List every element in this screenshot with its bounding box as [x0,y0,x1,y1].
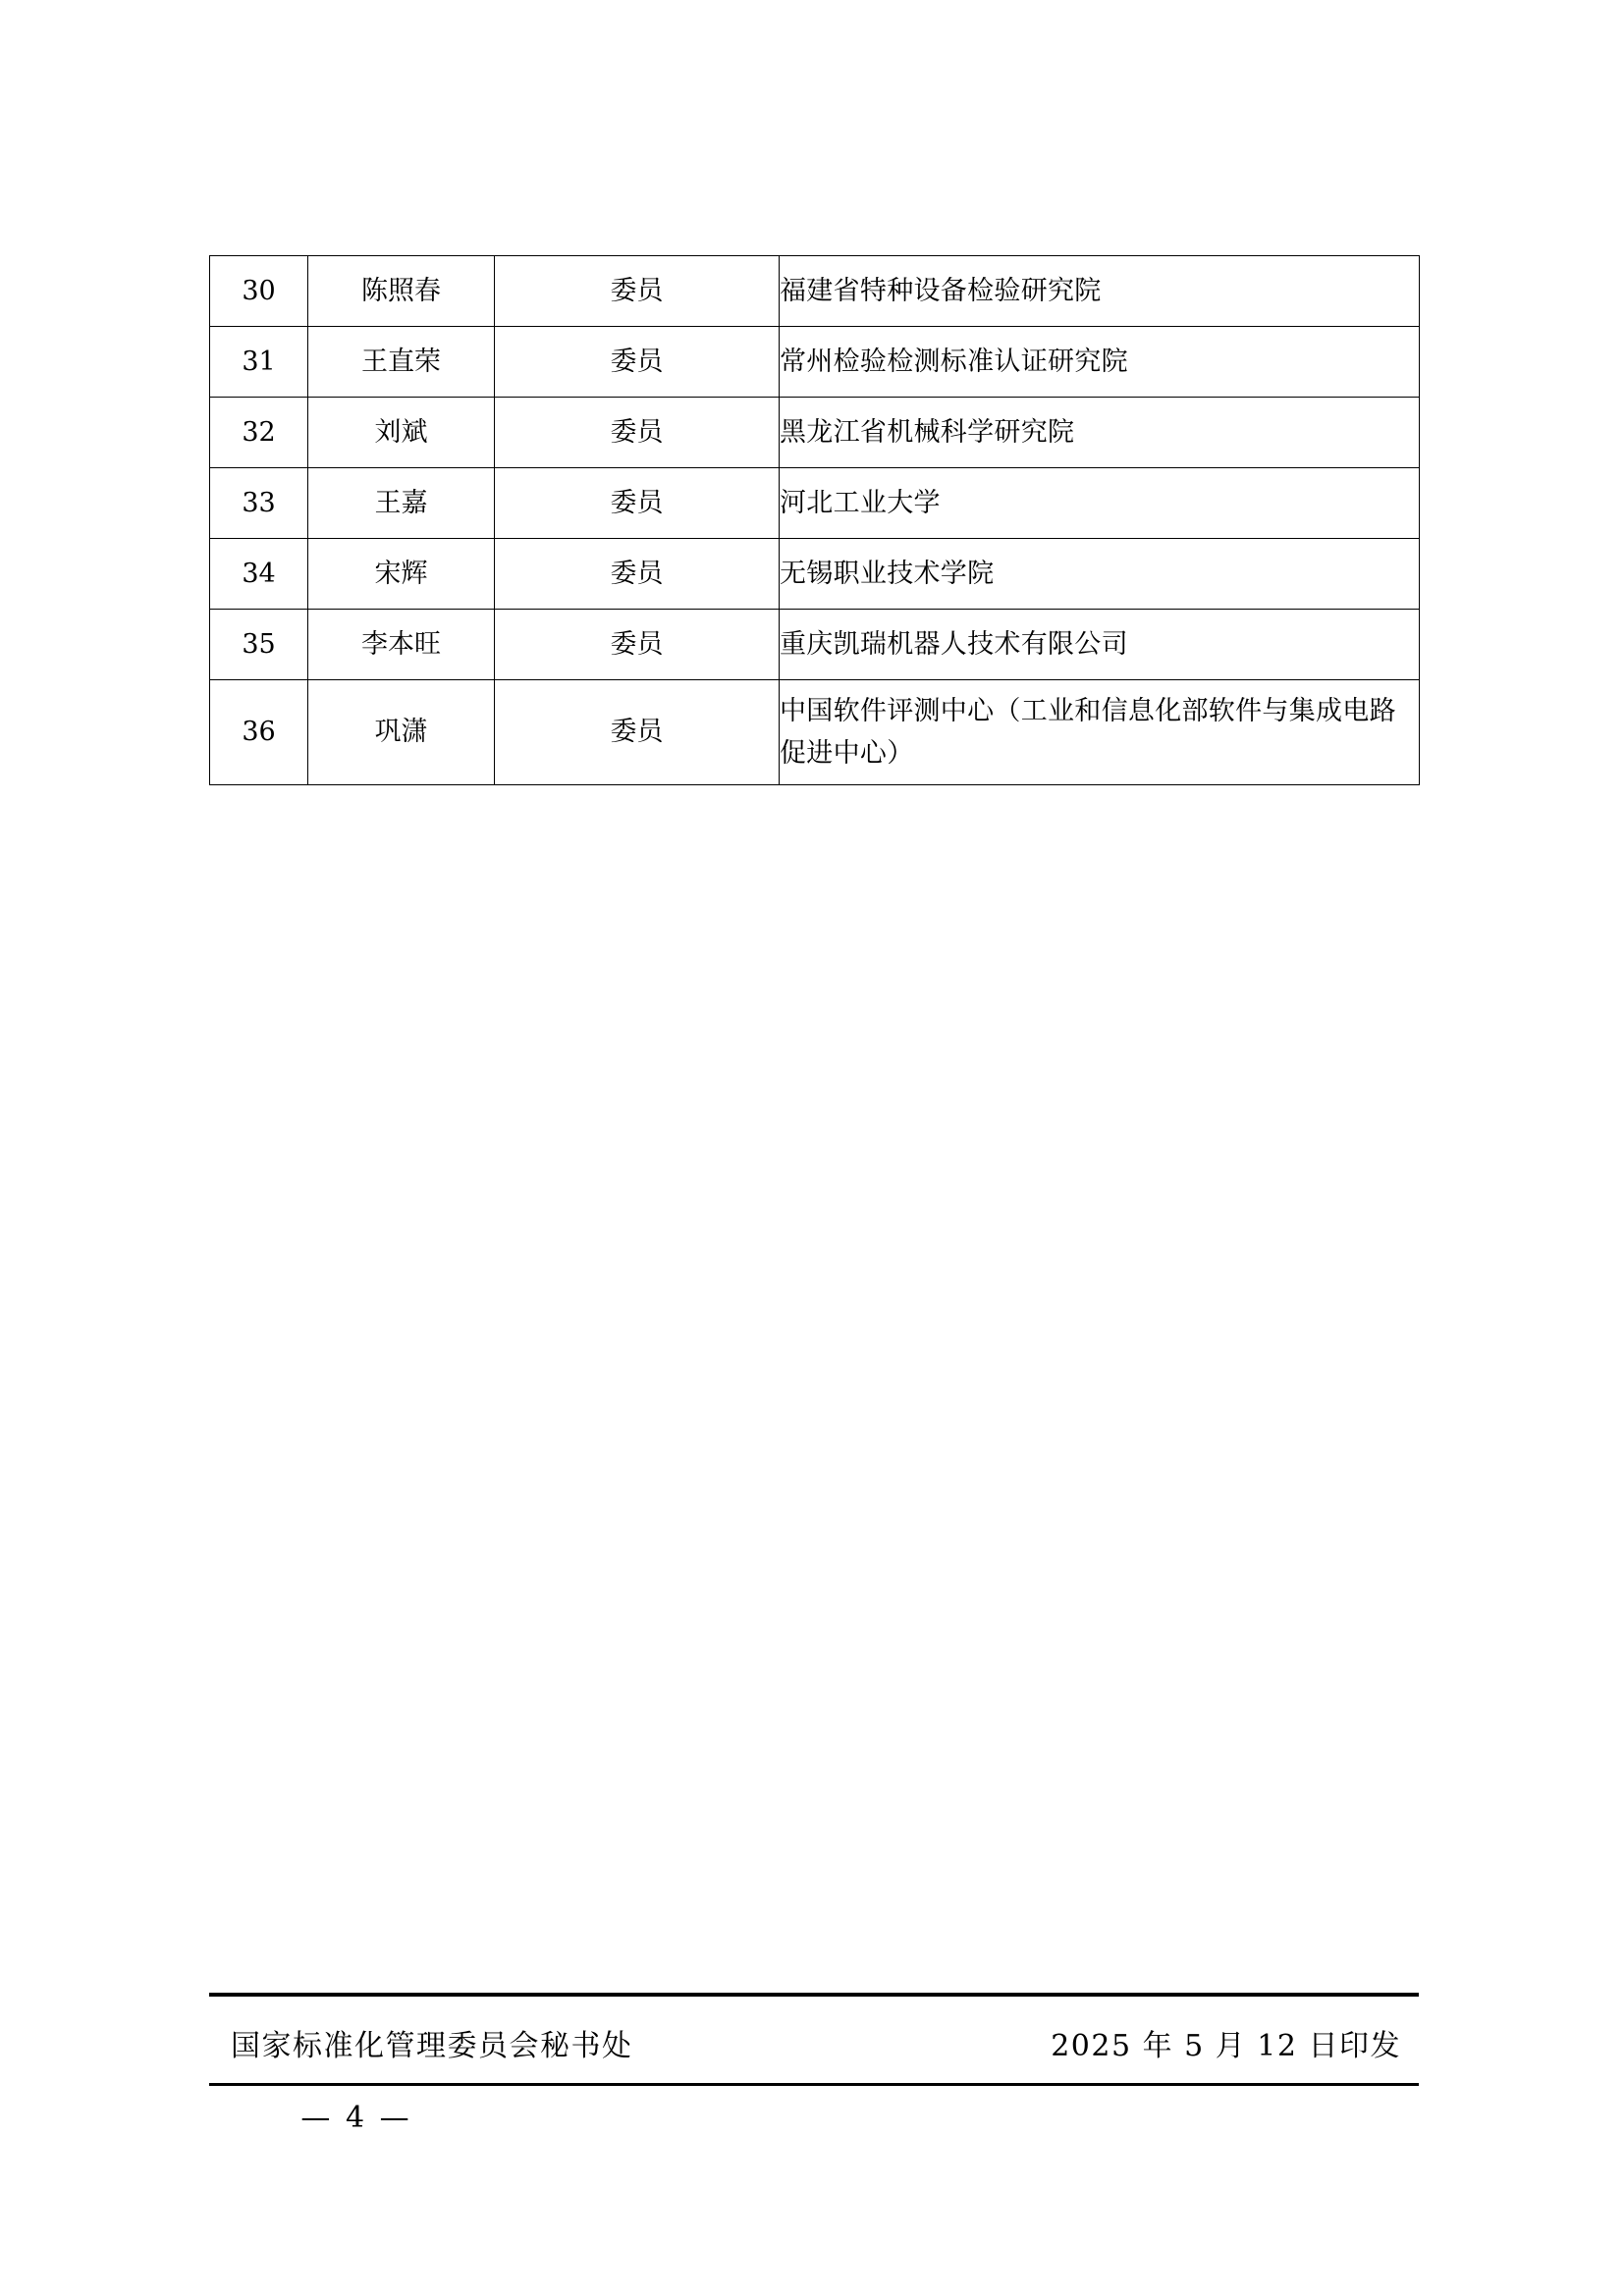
row-index: 34 [210,539,308,610]
row-name: 李本旺 [308,610,495,680]
row-name: 王嘉 [308,468,495,539]
committee-roster-table [209,255,1420,785]
row-role: 委员 [495,256,780,327]
row-index: 32 [210,398,308,468]
table-row [210,327,1420,398]
row-role: 委员 [495,398,780,468]
row-org: 河北工业大学 [780,468,1420,539]
row-index: 30 [210,256,308,327]
footer-bottom-divider [209,2083,1419,2086]
row-role: 委员 [495,610,780,680]
row-role: 委员 [495,327,780,398]
row-org: 重庆凯瑞机器人技术有限公司 [780,610,1420,680]
row-role: 委员 [495,539,780,610]
row-org: 中国软件评测中心（工业和信息化部软件与集成电路促进中心） [780,680,1420,785]
row-role: 委员 [495,468,780,539]
table-row [210,680,1420,785]
table-row [210,468,1420,539]
footer-top-divider [209,1993,1419,1997]
row-index: 31 [210,327,308,398]
row-index: 36 [210,680,308,785]
footer-issue-date: 2025 年 5 月 12 日印发 [1051,2029,1401,2063]
row-role: 委员 [495,680,780,785]
row-name: 巩潇 [308,680,495,785]
footer-issuer: 国家标准化管理委员会秘书处 [231,2029,633,2063]
row-org: 福建省特种设备检验研究院 [780,256,1420,327]
document-footer [209,2010,1419,2075]
row-org: 常州检验检测标准认证研究院 [780,327,1420,398]
row-name: 王直荣 [308,327,495,398]
table-row [210,539,1420,610]
table-row [210,610,1420,680]
page-number: — 4 — [300,2101,412,2135]
row-org: 无锡职业技术学院 [780,539,1420,610]
row-name: 刘斌 [308,398,495,468]
table-row [210,256,1420,327]
row-index: 33 [210,468,308,539]
table-row [210,398,1420,468]
row-org: 黑龙江省机械科学研究院 [780,398,1420,468]
row-name: 陈照春 [308,256,495,327]
row-name: 宋辉 [308,539,495,610]
row-index: 35 [210,610,308,680]
